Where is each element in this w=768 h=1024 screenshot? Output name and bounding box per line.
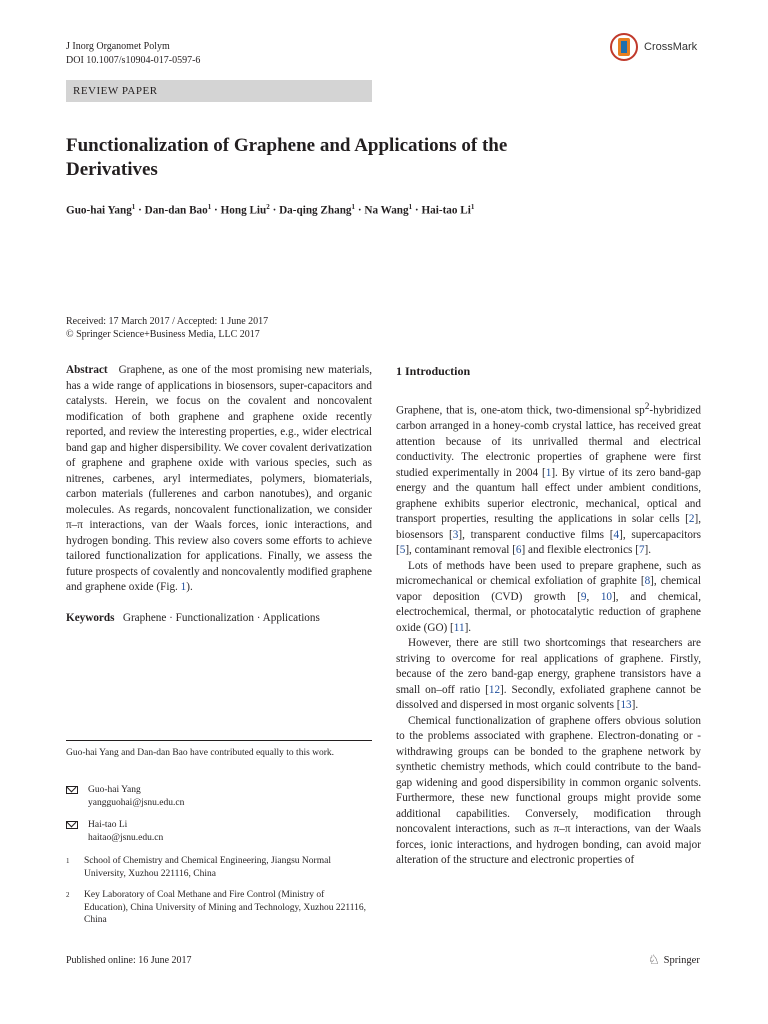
citation-link[interactable]: 9 <box>580 590 587 603</box>
contact-email[interactable]: haitao@jsnu.edu.cn <box>88 832 164 843</box>
author-name[interactable]: Dan-dan Bao <box>144 204 208 217</box>
author-list: Guo-hai Yang$^1$ · Dan-dan Bao$^1$ · Hong Liu$^2$ · Da-qing Zhang$^1$ · Na Wang$^1$ · Hai-tao Li$^1$ <box>66 203 475 217</box>
intro-paragraph <box>396 559 701 637</box>
intro-paragraph <box>396 400 701 559</box>
crossmark-icon <box>610 33 638 61</box>
intro-paragraph: Chemical functionalization of graphene offers obvious solution to the problems associated with graphene. Electron-donating or -withdrawing groups can be bonded to the graphene network by synthetic chemistry methods, which could contribute to the band-gap widening and good dispersibility in common organic solvents. Furthermore, these new functional groups might provide some additional capabilities. Conversely, modification through noncovalent interactions, such as π–π interactions, van der Waals forces, ionic interactions, and hydrogen bonding, can avoid major alteration of the structure and electronic properties of <box>396 714 701 867</box>
text-run: Lots of methods have been used to prepare graphene, such as micromechanical or chemical exfoliation of graphite [ <box>396 559 701 588</box>
section-heading: 1 Introduction <box>396 364 471 378</box>
affiliation-number: 2 <box>66 891 70 899</box>
envelope-icon <box>66 786 78 794</box>
affiliation-number: 1 <box>66 857 70 865</box>
author-name[interactable]: Hai-tao Li <box>421 204 471 217</box>
author-name[interactable]: Na Wang <box>364 204 409 217</box>
envelope-icon <box>66 821 78 829</box>
copyright: © Springer Science+Business Media, LLC 2017 <box>66 328 260 340</box>
abstract <box>66 363 372 596</box>
abstract-label: Abstract <box>66 364 108 376</box>
affiliation-text: Key Laboratory of Coal Methane and Fire Control (Ministry of Education), China University of Mining and Technology, Xuzhou 221116, China <box>84 890 367 925</box>
citation-link[interactable]: 1 <box>545 466 552 479</box>
contact-email[interactable]: yangguohai@jsnu.edu.cn <box>88 797 185 808</box>
doi[interactable]: DOI 10.1007/s10904-017-0597-6 <box>66 55 201 66</box>
citation-link[interactable]: 10 <box>600 590 613 603</box>
footnote-divider <box>66 740 372 741</box>
keywords <box>66 611 372 627</box>
figure-link[interactable]: 1 <box>180 581 187 593</box>
abstract-tail: ). <box>186 581 193 593</box>
text-run: ]. Secondly, exfoliated graphene cannot be dissolved and dispersed in most organic solvents [ <box>396 683 701 712</box>
citation-link[interactable]: 7 <box>638 544 645 557</box>
crossmark-badge[interactable] <box>610 33 697 61</box>
citation-link[interactable]: 8 <box>644 575 651 588</box>
keywords-text: Graphene · Functionalization · Applications <box>122 611 320 624</box>
citation-link[interactable]: 11 <box>453 621 465 634</box>
crossmark-label: CrossMark <box>644 41 698 53</box>
abstract-text: Graphene, as one of the most promising new materials, has a wide range of applications in biosensors, super-capacitors and catalysts. Herein, we focus on the covalent and noncovalent modification of both graphene and graphene oxide recently reported, and review the interesting properties, e.g., wider electrical band gap and higher dispersibility. We cover covalent derivatization of graphene and graphene oxide with various species, such as nitrenes, carbenes, aryl intermediates, polymers, biomaterials, carbon materials (fullerenes and carbon nanotubes), and organic molecules. As regards, noncovalent functionalization, we consider π–π interactions, van der Waals forces, ionic interactions, and hydrogen bonding. This review also covers some efforts to achieve tailored functionalization for applications. Finally, we assess the future prospects of covalently and noncovalently modified graphene and graphene oxide (Fig. <box>66 364 372 593</box>
equal-contribution-note: Guo-hai Yang and Dan-dan Bao have contributed equally to this work. <box>66 748 335 758</box>
citation-link[interactable]: 6 <box>515 544 522 557</box>
affiliation <box>66 855 366 880</box>
citation-link[interactable]: 2 <box>688 513 695 526</box>
keywords-label: Keywords <box>66 611 115 624</box>
author-affiliation-mark: 1 <box>131 203 136 211</box>
citation-link[interactable]: 3 <box>452 528 459 541</box>
journal-header <box>66 40 200 68</box>
text-run: Graphene, that is, one-atom thick, two-dimensional sp <box>396 404 645 417</box>
text-run: , <box>586 590 601 603</box>
text-run: ], biosensors [ <box>396 513 701 541</box>
contact-name: Guo-hai Yang <box>88 785 141 795</box>
citation-link[interactable]: 4 <box>613 528 620 541</box>
author-affiliation-mark: 1 <box>470 203 475 211</box>
text-run: ], chemical vapor deposition (CVD) growth [ <box>396 575 701 603</box>
article-dates <box>66 316 268 341</box>
contact-name: Hai-tao Li <box>88 820 128 830</box>
text-run: ]. <box>631 699 639 712</box>
author-name[interactable]: Guo-hai Yang <box>66 204 132 217</box>
superscript: 2 <box>644 402 650 412</box>
text-run: ], supercapacitors [ <box>396 528 701 557</box>
text-run: ]. <box>644 544 652 557</box>
left-column <box>66 363 372 626</box>
text-run: ], and chemical, electrochemical, thermal, or photocatalytic reduction of graphene oxide (GO) [ <box>396 590 702 634</box>
article-type-banner: REVIEW PAPER <box>66 80 372 102</box>
author-affiliation-mark: 2 <box>266 203 270 211</box>
affiliation <box>66 889 366 927</box>
text-run: -hybridized carbon arranged in a honey-comb crystal lattice, has received great attention because of its unrivalled thermal and electrical conductivity. The electronic properties of graphene were first studied experimentally in 2004 [ <box>396 404 701 479</box>
citation-link[interactable]: 13 <box>620 699 632 712</box>
published-date: Published online: 16 June 2017 <box>66 955 192 966</box>
author-affiliation-mark: 1 <box>351 203 356 211</box>
text-run: ], transparent conductive films [ <box>458 528 614 541</box>
text-run: However, there are still two shortcomings that researchers are striving to overcome for real applications of graphene. Firstly, because of the zero band-gap energy, graphene transistors have a small on–off ratio [ <box>396 637 701 696</box>
text-run: ], contaminant removal [ <box>405 544 516 557</box>
author-name[interactable]: Da-qing Zhang <box>279 204 352 217</box>
received-accepted: Received: 17 March 2017 / Accepted: 1 June 2017 <box>66 316 269 327</box>
author-affiliation-mark: 1 <box>408 203 413 211</box>
text-run: ] and flexible electronics [ <box>521 544 639 557</box>
article-title: Functionalization of Graphene and Applications of the Derivatives <box>66 135 508 180</box>
right-column <box>396 363 701 869</box>
text-run: ]. <box>464 621 472 634</box>
publisher-name: Springer <box>663 954 700 966</box>
publisher-logo[interactable] <box>648 952 700 968</box>
author-name[interactable]: Hong Liu <box>220 204 267 217</box>
contact-author <box>66 819 366 844</box>
springer-horse-icon: ♘ <box>648 952 660 967</box>
citation-link[interactable]: 12 <box>488 683 501 696</box>
journal-name: J Inorg Organomet Polym <box>66 41 170 52</box>
contact-author <box>66 784 366 809</box>
citation-link[interactable]: 5 <box>399 544 406 557</box>
intro-paragraph <box>396 636 701 714</box>
text-run: ]. By virtue of its zero band-gap energy and the quantum hall effect under ambient conditions, graphene exhibits superior electronic, mechanical, optical and transport properties, resulting the applications in solar cells [ <box>396 466 701 526</box>
author-affiliation-mark: 1 <box>207 203 212 211</box>
affiliation-text: School of Chemistry and Chemical Engineering, Jiangsu Normal University, Xuzhou 221116, China <box>84 856 331 879</box>
